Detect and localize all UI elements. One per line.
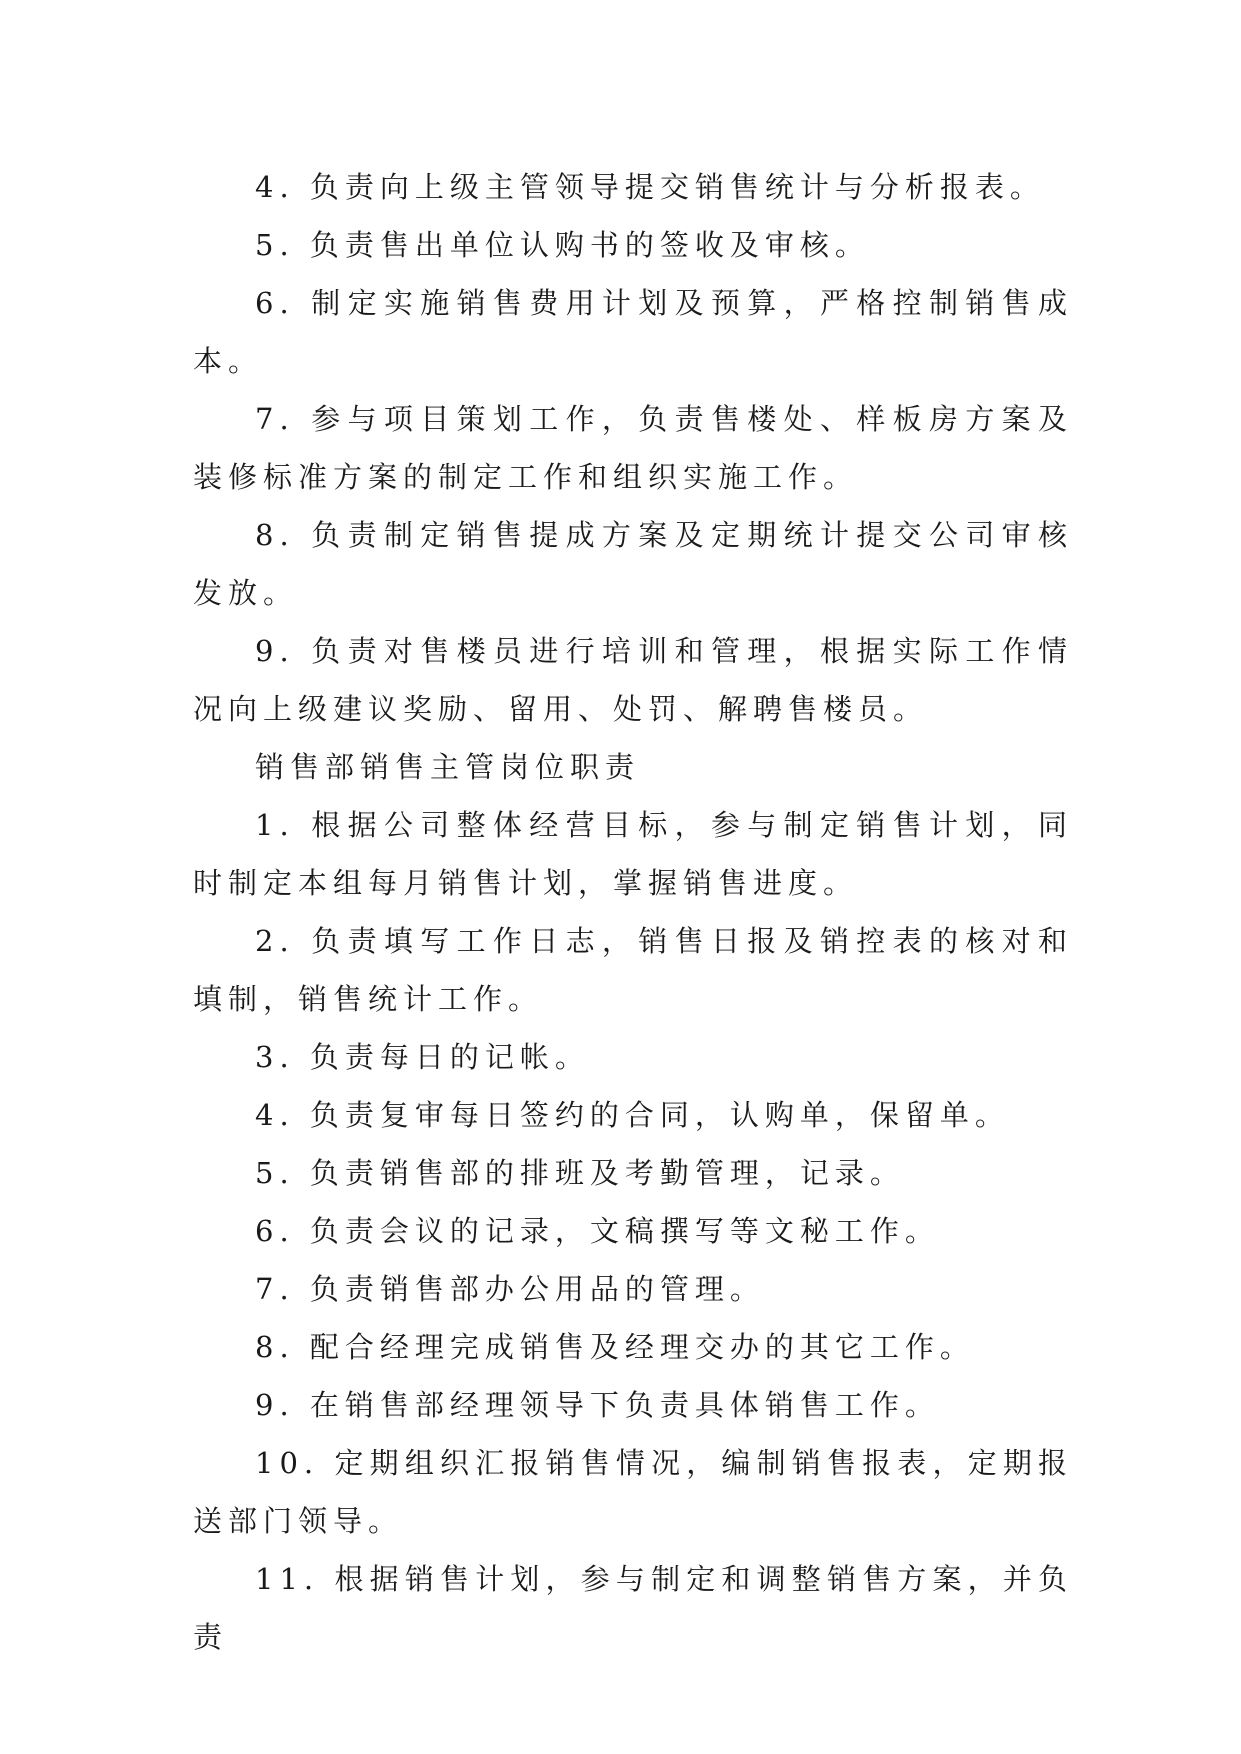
paragraph: 4. 负责向上级主管领导提交销售统计与分析报表。 bbox=[255, 170, 1045, 204]
section-heading: 销售部销售主管岗位职责 bbox=[255, 750, 641, 784]
paragraph: 5. 负责售出单位认购书的签收及审核。 bbox=[255, 228, 870, 262]
paragraph: 8. 负责制定销售提成方案及定期统计提交公司审核发放。 bbox=[193, 518, 1073, 610]
paragraph: 7. 参与项目策划工作，负责售楼处、样板房方案及装修标准方案的制定工作和组织实施工作。 bbox=[193, 402, 1073, 494]
paragraph: 2. 负责填写工作日志，销售日报及销控表的核对和填制，销售统计工作。 bbox=[193, 924, 1073, 1016]
paragraph: 6. 制定实施销售费用计划及预算，严格控制销售成本。 bbox=[193, 286, 1073, 378]
paragraph: 9. 负责对售楼员进行培训和管理，根据实际工作情况向上级建议奖励、留用、处罚、解聘售楼员。 bbox=[193, 634, 1073, 726]
paragraph: 3. 负责每日的记帐。 bbox=[255, 1040, 590, 1074]
paragraph: 1. 根据公司整体经营目标，参与制定销售计划，同时制定本组每月销售计划，掌握销售进度。 bbox=[193, 808, 1073, 900]
paragraph: 7. 负责销售部办公用品的管理。 bbox=[255, 1272, 765, 1306]
paragraph: 9. 在销售部经理领导下负责具体销售工作。 bbox=[255, 1388, 940, 1422]
paragraph: 10. 定期组织汇报销售情况，编制销售报表，定期报送部门领导。 bbox=[193, 1446, 1073, 1538]
paragraph: 6. 负责会议的记录，文稿撰写等文秘工作。 bbox=[255, 1214, 940, 1248]
paragraph: 11. 根据销售计划，参与制定和调整销售方案，并负责 bbox=[193, 1562, 1073, 1654]
paragraph: 4. 负责复审每日签约的合同，认购单，保留单。 bbox=[255, 1098, 1010, 1132]
paragraph: 8. 配合经理完成销售及经理交办的其它工作。 bbox=[255, 1330, 975, 1364]
document-body bbox=[193, 158, 1073, 1666]
paragraph: 5. 负责销售部的排班及考勤管理，记录。 bbox=[255, 1156, 905, 1190]
